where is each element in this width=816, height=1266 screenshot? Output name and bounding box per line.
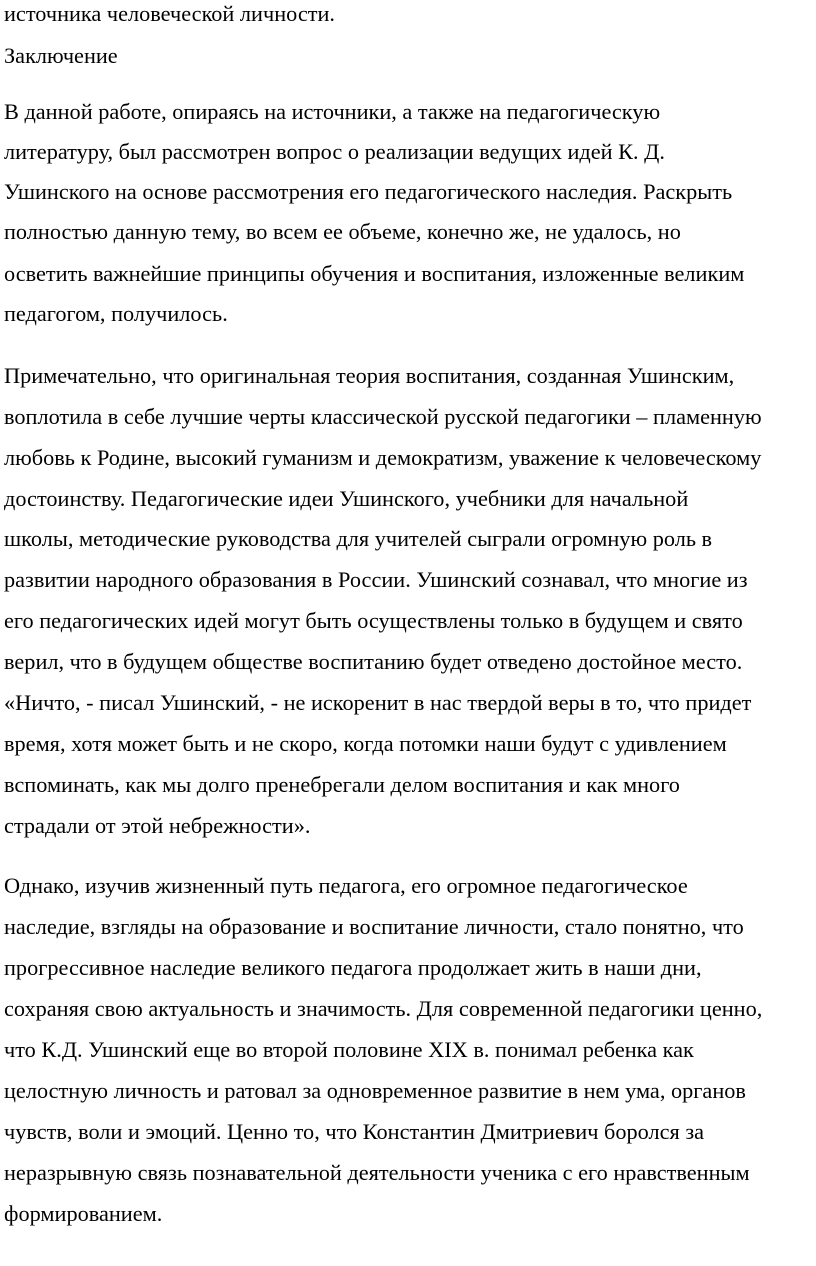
text-line: чувств, воли и эмоций. Ценно то, что Константин Дмитриевич боролся за (4, 1119, 705, 1144)
text-line: литературу, был рассмотрен вопрос о реализации ведущих идей К. Д. (4, 139, 665, 164)
text-line: Примечательно, что оригинальная теория воспитания, созданная Ушинским, (4, 363, 735, 388)
text-line: Ушинского на основе рассмотрения его педагогического наследия. Раскрыть (4, 179, 733, 204)
text-line: Однако, изучив жизненный путь педагога, его огромное педагогическое (4, 873, 688, 898)
text-line: полностью данную тему, во всем ее объеме, конечно же, не удалось, но (4, 219, 681, 244)
text-line: что К.Д. Ушинский еще во второй половине XIX в. понимал ребенка как (4, 1037, 694, 1062)
text-line: осветить важнейшие принципы обучения и воспитания, изложенные великим (4, 261, 745, 286)
text-line: сохраняя свою актуальность и значимость. Для современной педагогики ценно, (4, 996, 763, 1021)
text-line: воплотила в себе лучшие черты классической русской педагогики – пламенную (4, 404, 762, 429)
text-line: любовь к Родине, высокий гуманизм и демократизм, уважение к человеческому (4, 445, 762, 470)
text-line: наследие, взгляды на образование и воспитание личности, стало понятно, что (4, 914, 744, 939)
text-line: достоинству. Педагогические идеи Ушинского, учебники для начальной (4, 486, 689, 511)
text-line: «Ничто, - писал Ушинский, - не искоренит в нас твердой веры в то, что придет (4, 690, 752, 715)
text-line: источника человеческой личности. (4, 1, 335, 26)
text-line: страдали от этой небрежности». (4, 813, 311, 838)
text-line: верил, что в будущем обществе воспитанию будет отведено достойное место. (4, 649, 743, 674)
text-line: вспоминать, как мы долго пренебрегали делом воспитания и как много (4, 772, 680, 797)
text-line: прогрессивное наследие великого педагога продолжает жить в наши дни, (4, 955, 702, 980)
text-line: целостную личность и ратовал за одновременное развитие в нем ума, органов (4, 1078, 746, 1103)
text-line: его педагогических идей могут быть осуществлены только в будущем и свято (4, 608, 743, 633)
text-line: педагогом, получилось. (4, 301, 228, 326)
text-line: развитии народного образования в России. Ушинский сознавал, что многие из (4, 567, 748, 592)
text-line: время, хотя может быть и не скоро, когда потомки наши будут с удивлением (4, 731, 727, 756)
text-line: В данной работе, опираясь на источники, а также на педагогическую (4, 99, 661, 124)
text-line: школы, методические руководства для учителей сыграли огромную роль в (4, 526, 713, 551)
section-heading: Заключение (4, 43, 118, 68)
text-line: формированием. (4, 1201, 163, 1226)
text-line: неразрывную связь познавательной деятельности ученика с его нравственным (4, 1160, 750, 1185)
